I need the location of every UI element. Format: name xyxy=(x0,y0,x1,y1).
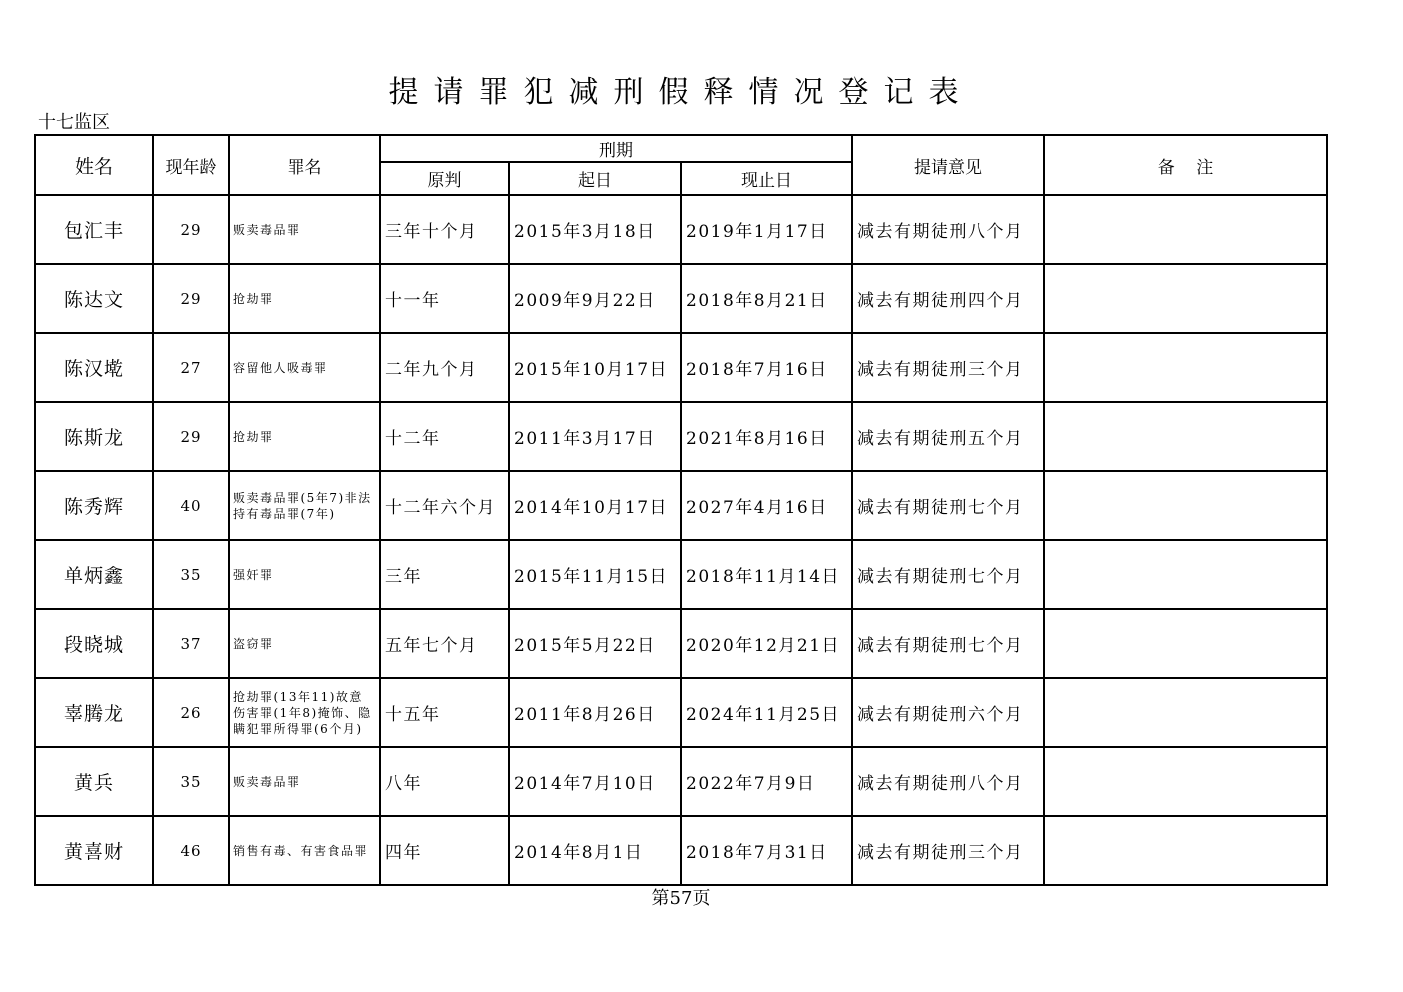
cell-name: 黄喜财 xyxy=(35,816,153,885)
cell-age: 40 xyxy=(153,471,229,540)
cell-crime: 盗窃罪 xyxy=(229,609,380,678)
cell-start: 2014年10月17日 xyxy=(509,471,681,540)
cell-age: 29 xyxy=(153,195,229,264)
cell-opinion: 减去有期徒刑七个月 xyxy=(852,609,1044,678)
cell-remark xyxy=(1044,609,1327,678)
table-row xyxy=(35,195,1327,264)
cell-crime: 抢劫罪(13年11)故意伤害罪(1年8)掩饰、隐瞒犯罪所得罪(6个月) xyxy=(229,678,380,747)
cell-end: 2027年4月16日 xyxy=(681,471,852,540)
form-title: 提请罪犯减刑假释情况登记表 xyxy=(388,75,974,110)
cell-start: 2014年7月10日 xyxy=(509,747,681,816)
cell-name: 陈秀辉 xyxy=(35,471,153,540)
cell-end: 2019年1月17日 xyxy=(681,195,852,264)
cell-start: 2015年3月18日 xyxy=(509,195,681,264)
cell-original: 十一年 xyxy=(380,264,509,333)
table-body xyxy=(35,195,1327,885)
cell-opinion: 减去有期徒刑三个月 xyxy=(852,816,1044,885)
cell-start: 2009年9月22日 xyxy=(509,264,681,333)
cell-end: 2024年11月25日 xyxy=(681,678,852,747)
table-row xyxy=(35,333,1327,402)
cell-age: 29 xyxy=(153,264,229,333)
table-row xyxy=(35,609,1327,678)
cell-opinion: 减去有期徒刑七个月 xyxy=(852,540,1044,609)
header-crime: 罪名 xyxy=(229,135,380,195)
header-name: 姓名 xyxy=(35,135,153,195)
cell-remark xyxy=(1044,540,1327,609)
table-row xyxy=(35,816,1327,885)
cell-end: 2018年7月16日 xyxy=(681,333,852,402)
cell-opinion: 减去有期徒刑八个月 xyxy=(852,747,1044,816)
cell-original: 十二年 xyxy=(380,402,509,471)
cell-crime: 贩卖毒品罪 xyxy=(229,747,380,816)
cell-end: 2020年12月21日 xyxy=(681,609,852,678)
cell-crime: 贩卖毒品罪(5年7)非法持有毒品罪(7年) xyxy=(229,471,380,540)
cell-age: 37 xyxy=(153,609,229,678)
cell-original: 三年 xyxy=(380,540,509,609)
cell-remark xyxy=(1044,402,1327,471)
cell-opinion: 减去有期徒刑三个月 xyxy=(852,333,1044,402)
cell-crime: 容留他人吸毒罪 xyxy=(229,333,380,402)
header-term: 刑期 xyxy=(380,135,852,162)
cell-opinion: 减去有期徒刑八个月 xyxy=(852,195,1044,264)
cell-end: 2018年7月31日 xyxy=(681,816,852,885)
cell-age: 35 xyxy=(153,540,229,609)
cell-opinion: 减去有期徒刑七个月 xyxy=(852,471,1044,540)
cell-start: 2015年5月22日 xyxy=(509,609,681,678)
cell-original: 十五年 xyxy=(380,678,509,747)
table-row xyxy=(35,471,1327,540)
header-end: 现止日 xyxy=(681,162,852,195)
cell-original: 三年十个月 xyxy=(380,195,509,264)
cell-remark xyxy=(1044,333,1327,402)
table-row xyxy=(35,264,1327,333)
header-remark: 备 注 xyxy=(1044,135,1327,195)
cell-name: 段晓城 xyxy=(35,609,153,678)
unit-label: 十七监区 xyxy=(38,112,110,133)
cell-age: 46 xyxy=(153,816,229,885)
cell-remark xyxy=(1044,195,1327,264)
cell-name: 陈斯龙 xyxy=(35,402,153,471)
cell-name: 单炳鑫 xyxy=(35,540,153,609)
cell-remark xyxy=(1044,264,1327,333)
cell-opinion: 减去有期徒刑六个月 xyxy=(852,678,1044,747)
cell-start: 2014年8月1日 xyxy=(509,816,681,885)
cell-age: 26 xyxy=(153,678,229,747)
cell-opinion: 减去有期徒刑四个月 xyxy=(852,264,1044,333)
cell-crime: 强奸罪 xyxy=(229,540,380,609)
table-header xyxy=(35,135,1327,195)
cell-original: 五年七个月 xyxy=(380,609,509,678)
cell-original: 十二年六个月 xyxy=(380,471,509,540)
header-original: 原判 xyxy=(380,162,509,195)
header-start: 起日 xyxy=(509,162,681,195)
cell-age: 35 xyxy=(153,747,229,816)
cell-original: 二年九个月 xyxy=(380,333,509,402)
cell-start: 2015年10月17日 xyxy=(509,333,681,402)
cell-start: 2011年3月17日 xyxy=(509,402,681,471)
cell-end: 2018年11月14日 xyxy=(681,540,852,609)
cell-original: 四年 xyxy=(380,816,509,885)
cell-age: 29 xyxy=(153,402,229,471)
cell-end: 2018年8月21日 xyxy=(681,264,852,333)
cell-crime: 贩卖毒品罪 xyxy=(229,195,380,264)
cell-remark xyxy=(1044,678,1327,747)
cell-opinion: 减去有期徒刑五个月 xyxy=(852,402,1044,471)
cell-crime: 抢劫罪 xyxy=(229,264,380,333)
cell-crime: 抢劫罪 xyxy=(229,402,380,471)
cell-name: 陈达文 xyxy=(35,264,153,333)
registration-table xyxy=(34,134,1328,886)
cell-remark xyxy=(1044,816,1327,885)
cell-end: 2021年8月16日 xyxy=(681,402,852,471)
cell-remark xyxy=(1044,471,1327,540)
cell-age: 27 xyxy=(153,333,229,402)
table-row xyxy=(35,747,1327,816)
cell-remark xyxy=(1044,747,1327,816)
cell-start: 2011年8月26日 xyxy=(509,678,681,747)
cell-end: 2022年7月9日 xyxy=(681,747,852,816)
cell-name: 陈汉墘 xyxy=(35,333,153,402)
table-row xyxy=(35,540,1327,609)
cell-name: 包汇丰 xyxy=(35,195,153,264)
header-opinion: 提请意见 xyxy=(852,135,1044,195)
cell-name: 辜腾龙 xyxy=(35,678,153,747)
page-number: 第57页 xyxy=(651,888,711,909)
cell-original: 八年 xyxy=(380,747,509,816)
table-row xyxy=(35,402,1327,471)
table-row xyxy=(35,678,1327,747)
cell-name: 黄兵 xyxy=(35,747,153,816)
cell-crime: 销售有毒、有害食品罪 xyxy=(229,816,380,885)
cell-start: 2015年11月15日 xyxy=(509,540,681,609)
header-age: 现年龄 xyxy=(153,135,229,195)
